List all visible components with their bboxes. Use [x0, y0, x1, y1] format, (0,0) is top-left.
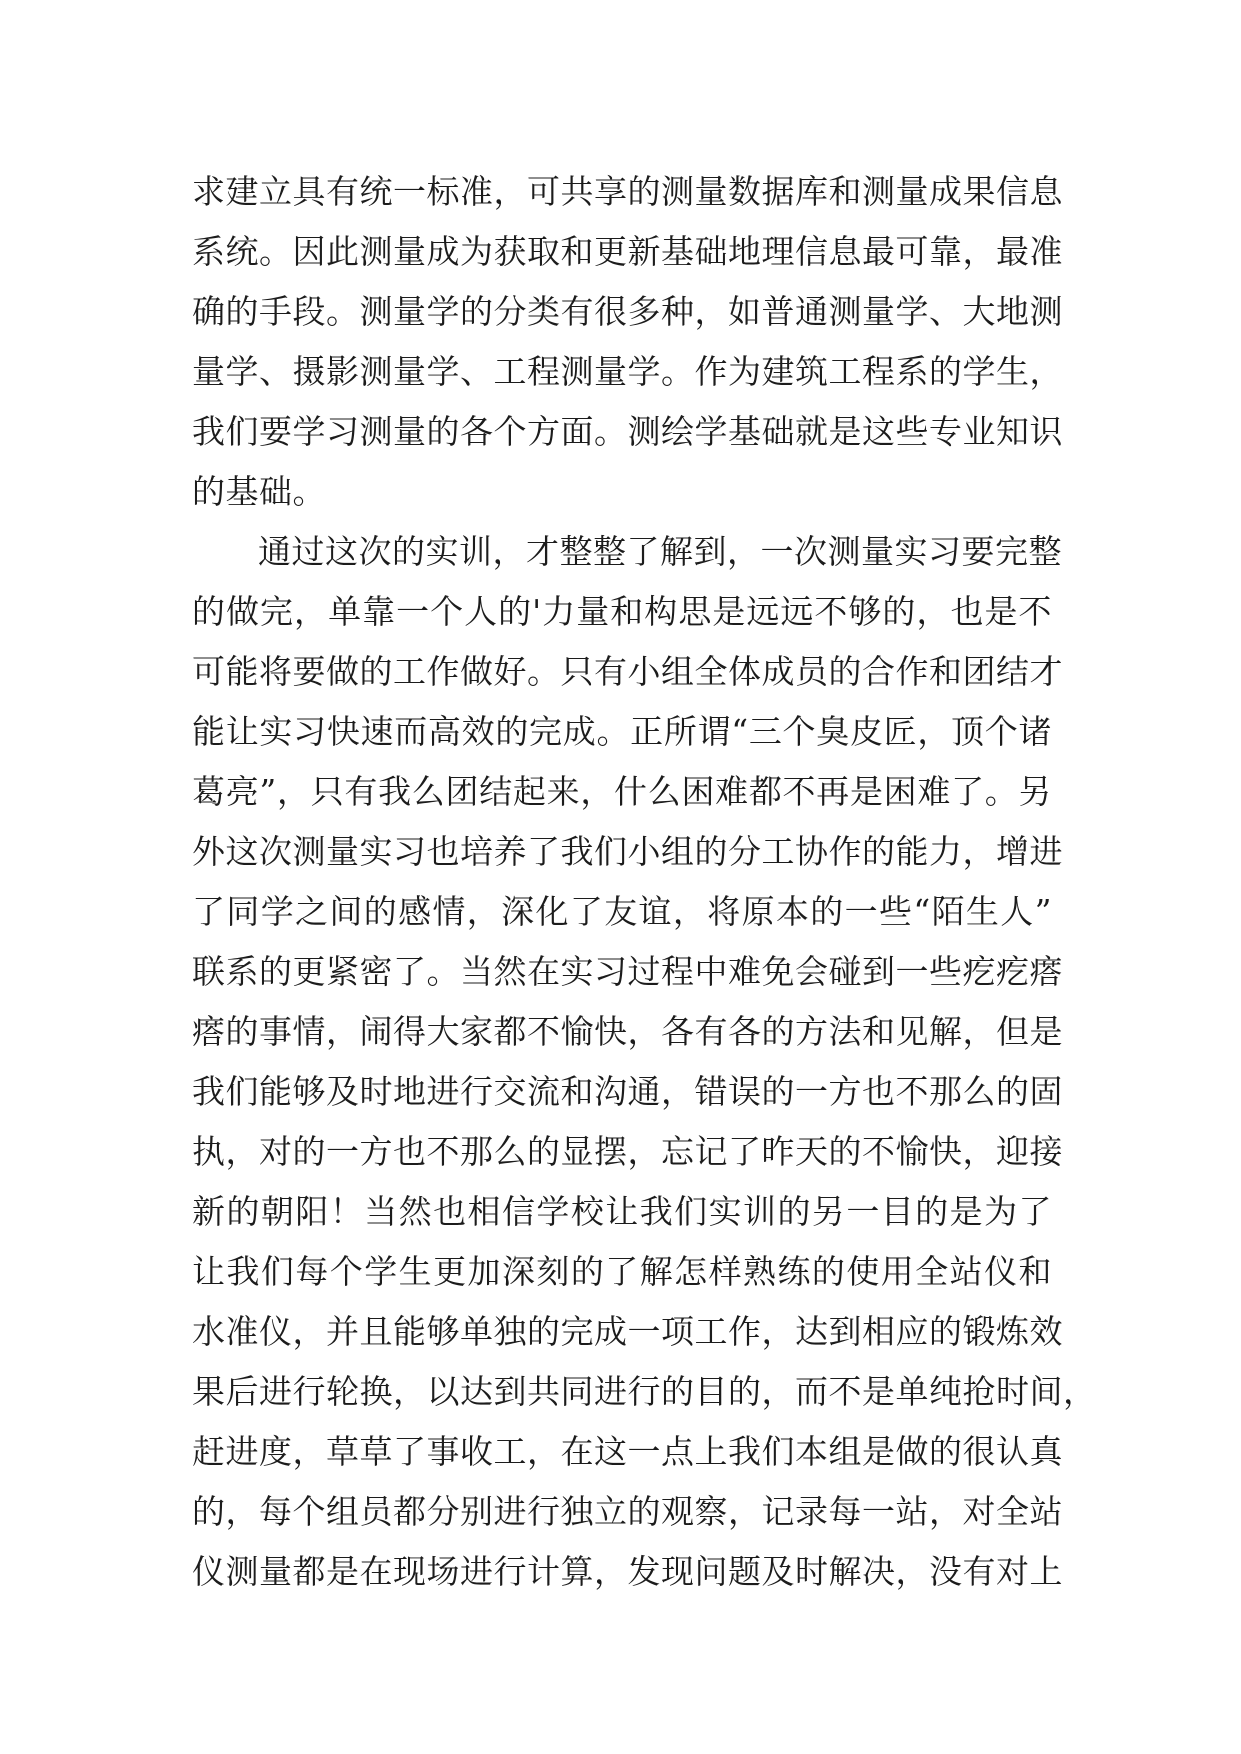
text-line: 我们要学习测量的各个方面。测绘学基础就是这些专业知识: [192, 412, 1063, 451]
text-line: 系统。因此测量成为获取和更新基础地理信息最可靠，最准: [192, 232, 1063, 271]
text-line: 确的手段。测量学的分类有很多种，如普通测量学、大地测: [192, 292, 1063, 331]
text-line: 的基础。: [192, 472, 326, 511]
text-line: 让我们每个学生更加深刻的了解怎样熟练的使用全站仪和: [192, 1252, 1052, 1291]
text-line: 水准仪，并且能够单独的完成一项工作，达到相应的锻炼效: [192, 1312, 1063, 1351]
text-line: 仪测量都是在现场进行计算，发现问题及时解决，没有对上: [192, 1552, 1063, 1591]
text-line: 葛亮”，只有我么团结起来，什么困难都不再是困难了。另: [192, 772, 1052, 811]
text-line: 联系的更紧密了。当然在实习过程中难免会碰到一些疙疙瘩: [192, 952, 1063, 991]
text-line: 赶进度，草草了事收工，在这一点上我们本组是做的很认真: [192, 1432, 1063, 1471]
text-line: 量学、摄影测量学、工程测量学。作为建筑工程系的学生，: [192, 352, 1063, 391]
text-line: 的，每个组员都分别进行独立的观察，记录每一站，对全站: [192, 1492, 1063, 1531]
text-line: 能让实习快速而高效的完成。正所谓“三个臭皮匠，顶个诸: [192, 712, 1052, 751]
text-line: 瘩的事情，闹得大家都不愉快，各有各的方法和见解，但是: [192, 1012, 1063, 1051]
text-line: 我们能够及时地进行交流和沟通，错误的一方也不那么的固: [192, 1072, 1063, 1111]
text-line: 执，对的一方也不那么的显摆，忘记了昨天的不愉快，迎接: [192, 1132, 1063, 1171]
text-line: 果后进行轮换，以达到共同进行的目的，而不是单纯抢时间，: [192, 1372, 1097, 1411]
paragraph-start-line: 通过这次的实训，才整整了解到，一次测量实习要完整: [258, 532, 1062, 571]
text-line: 了同学之间的感情，深化了友谊，将原本的一些“陌生人”: [192, 892, 1052, 931]
text-line: 新的朝阳！当然也相信学校让我们实训的另一目的是为了: [192, 1192, 1052, 1231]
text-line: 可能将要做的工作做好。只有小组全体成员的合作和团结才: [192, 652, 1063, 691]
text-line: 外这次测量实习也培养了我们小组的分工协作的能力，增进: [192, 832, 1063, 871]
body-text: [192, 162, 1097, 1602]
text-line: 的做完，单靠一个人的'力量和构思是远远不够的，也是不: [192, 592, 1052, 631]
text-line: 求建立具有统一标准，可共享的测量数据库和测量成果信息: [192, 172, 1063, 211]
